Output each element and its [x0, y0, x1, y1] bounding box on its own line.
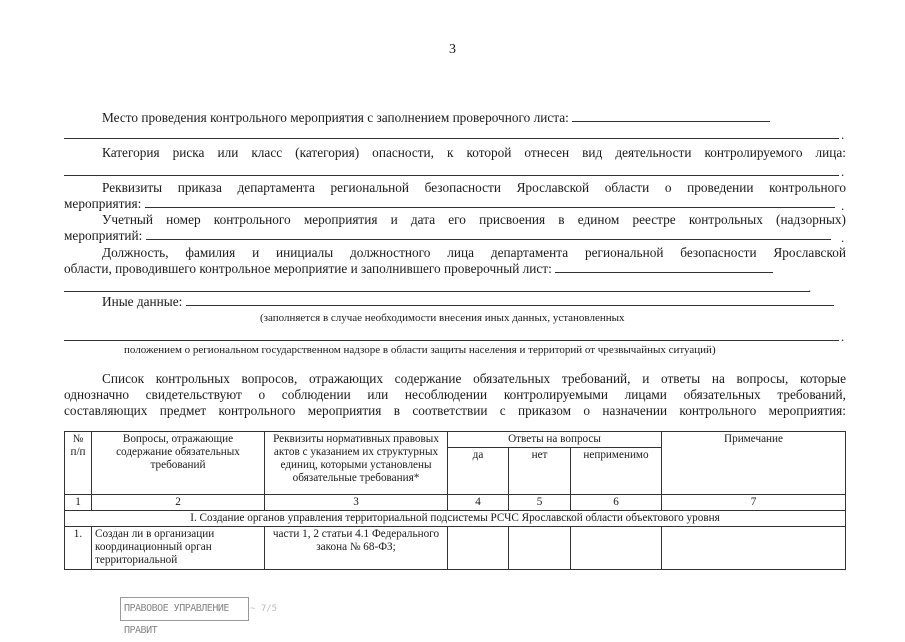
official-label2: области, проводившего контрольное мероприятие и заполнившего проверочный лист:: [64, 261, 552, 276]
row-question: Создан ли в организации координационный орган территориальной: [92, 527, 265, 570]
section-row: [65, 511, 846, 527]
header-requisites: Реквизиты нормативных правовых актов с указанием их структурных единиц, которыми установлены обязательные требования*: [265, 432, 448, 495]
list-intro-line1: Список контрольных вопросов, отражающих содержание обязательных требований, и ответы на вопросы, которые: [102, 371, 846, 386]
checklist-table: [64, 431, 846, 570]
official-line2: [64, 261, 846, 277]
answer-na-cell[interactable]: [571, 527, 662, 570]
header-yes: да: [448, 448, 509, 495]
account-number-line2: [64, 228, 846, 244]
account-number-field[interactable]: [146, 228, 831, 240]
other-data-row: [64, 294, 846, 310]
other-data-field-line2[interactable]: [64, 340, 839, 341]
header-no: нет: [509, 448, 571, 495]
risk-dot: .: [841, 164, 845, 179]
location-dot: .: [841, 127, 845, 142]
header-note: Примечание: [662, 432, 846, 495]
other-dot: .: [841, 329, 845, 344]
header-num: № п/п: [65, 432, 92, 495]
order-requisites-line2: [64, 196, 846, 212]
order-dot: .: [841, 198, 845, 213]
registration-stamp: ПРАВОВОЕ УПРАВЛЕНИЕ ПРАВИТ: [120, 597, 249, 621]
header-na: неприменимо: [571, 448, 662, 495]
header-answers: Ответы на вопросы: [448, 432, 662, 448]
list-intro-line3: составляющих предмет контрольного мероприятия в соответствии с приказом о назначении контрольного мероприятия:: [64, 403, 846, 418]
account-dot: .: [841, 230, 845, 245]
location-field[interactable]: [572, 110, 770, 122]
other-data-note2: положением о региональном государственном надзоре в области защиты населения и территорий от чрезвычайных ситуаций): [124, 344, 716, 356]
answer-no-cell[interactable]: [509, 527, 571, 570]
account-number-label2: мероприятий:: [64, 228, 143, 243]
row-num: 1.: [65, 527, 92, 570]
paragraph-location: [64, 110, 846, 126]
other-data-field[interactable]: [186, 294, 834, 306]
account-number-label: Учетный номер контрольного мероприятия и дата его присвоения в едином реестре контрольных (надзорных): [102, 212, 846, 227]
column-number: 6: [571, 495, 662, 511]
column-number: 3: [265, 495, 448, 511]
other-data-note1: (заполняется в случае необходимости внесения иных данных, установленных: [260, 312, 625, 324]
official-label: Должность, фамилия и инициалы должностного лица департамента региональной безопасности Ярославской: [102, 245, 846, 260]
section-title: I. Создание органов управления территориальной подсистемы РСЧС Ярославской области объектового уровня: [65, 511, 846, 527]
page-number: 3: [449, 42, 456, 57]
official-field-line2[interactable]: [64, 291, 809, 292]
location-label: Место проведения контрольного мероприятия с заполнением проверочного листа:: [102, 110, 569, 125]
official-field[interactable]: [555, 261, 773, 273]
risk-category-field[interactable]: [64, 175, 839, 176]
list-intro-line2: однозначно свидетельствуют о соблюдении или несоблюдении контролируемыми лицами обязательных требований,: [64, 387, 846, 402]
risk-category-label: Категория риска или класс (категория) опасности, к которой отнесен вид деятельности контролируемого лица:: [102, 145, 846, 160]
order-requisites-label: Реквизиты приказа департамента региональной безопасности Ярославской области о проведении контрольного: [102, 180, 846, 195]
table-row: [65, 527, 846, 570]
column-number: 4: [448, 495, 509, 511]
answer-yes-cell[interactable]: [448, 527, 509, 570]
row-requisite: части 1, 2 статьи 4.1 Федерального закона № 68-ФЗ;: [265, 527, 448, 570]
column-number: 2: [92, 495, 265, 511]
order-requisites-label2: мероприятия:: [64, 196, 142, 211]
other-data-label: Иные данные:: [102, 294, 183, 309]
official-dot: .: [808, 280, 812, 295]
table-header-row: [65, 432, 846, 448]
header-questions: Вопросы, отражающие содержание обязательных требований: [92, 432, 265, 495]
column-number-row: [65, 495, 846, 511]
stamp-tail: ~ 7/5: [250, 604, 278, 614]
order-requisites-field[interactable]: [145, 196, 835, 208]
column-number: 5: [509, 495, 571, 511]
column-number: 1: [65, 495, 92, 511]
note-cell[interactable]: [662, 527, 846, 570]
location-field-line[interactable]: [64, 138, 839, 139]
column-number: 7: [662, 495, 846, 511]
